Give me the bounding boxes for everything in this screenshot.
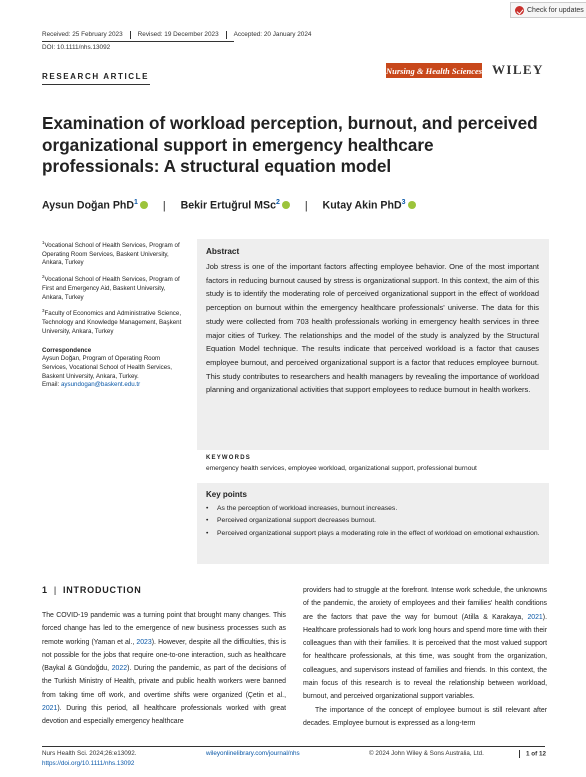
citation-link[interactable]: 2021 bbox=[42, 705, 58, 713]
author-list bbox=[42, 199, 416, 212]
key-point-item: • As the perception of workload increases, burnout increases. bbox=[206, 503, 541, 515]
affiliation bbox=[42, 239, 182, 268]
section-number: 1 bbox=[42, 585, 48, 595]
check-for-updates-label: Check for updates bbox=[527, 6, 584, 14]
author-name[interactable]: Bekir Ertuğrul MSc bbox=[180, 199, 276, 212]
affiliation bbox=[42, 273, 182, 302]
footer-rule bbox=[42, 746, 545, 747]
article-type: RESEARCH ARTICLE bbox=[42, 72, 150, 81]
affiliation-text: Faculty of Economics and Administrative Science, Technology and Knowledge Management, Başkent University, Ankara, Turkey bbox=[42, 310, 182, 335]
footer-page-number bbox=[513, 750, 546, 758]
author-separator: | bbox=[304, 199, 308, 212]
correspondence-heading: Correspondence bbox=[42, 346, 92, 354]
text-run: ). During the pandemic, as part of the decisions of the Turkish Ministry of Health, private and public health workers were banned from taking time off work, and overtime shifts were organized (Çetin et al., bbox=[42, 665, 286, 699]
check-badge-icon bbox=[515, 6, 524, 15]
affiliation-number: 1 bbox=[42, 240, 45, 245]
text-run: ). However, despite all the difficulties, this is not possible for the jobs that require one-to-one interaction, such as healthcare (Baykal & Gündoğdu, bbox=[42, 638, 286, 673]
key-points-list bbox=[206, 503, 541, 540]
article-type-underline bbox=[42, 84, 150, 85]
affiliation-text: Vocational School of Health Services, Program of First and Emergency Aid, Baskent University, Ankara, Turkey bbox=[42, 276, 180, 301]
author-name[interactable]: Aysun Doğan PhD bbox=[42, 199, 135, 212]
accepted-date: Accepted: 20 January 2024 bbox=[233, 31, 312, 38]
section-separator: | bbox=[53, 585, 57, 595]
orcid-icon[interactable] bbox=[140, 201, 148, 209]
article-title: Examination of workload perception, burnout, and perceived organizational support in emergency healthcare professionals: A structural equation model bbox=[42, 113, 538, 176]
received-date: Received: 25 February 2023 bbox=[42, 31, 123, 38]
section-heading-introduction bbox=[42, 585, 142, 595]
citation-link[interactable]: 2022 bbox=[111, 665, 128, 673]
correspondence-address bbox=[42, 355, 182, 390]
text-run: ). During this period, all healthcare professionals worked with great devotion and especially emergency healthcare bbox=[42, 705, 286, 726]
author-separator: | bbox=[162, 199, 166, 212]
orcid-icon[interactable] bbox=[282, 201, 290, 209]
keywords-heading: KEYWORDS bbox=[206, 455, 251, 461]
keywords-text: emergency health services, employee workload, organizational support, professional burnout bbox=[206, 465, 477, 472]
orcid-icon[interactable] bbox=[408, 201, 416, 209]
body-column-left bbox=[42, 609, 286, 729]
paragraph bbox=[303, 584, 547, 704]
footer-citation: Nurs Health Sci. 2024;26:e13092. bbox=[42, 750, 137, 757]
affiliation-number: 3 bbox=[42, 308, 45, 314]
check-for-updates-button[interactable] bbox=[510, 2, 586, 18]
text-run: The COVID-19 pandemic was a turning point that brought many changes. This forced change has led to the emergence of new business processes such as remote working (Yaman et al., bbox=[42, 612, 286, 646]
affiliation bbox=[42, 307, 182, 336]
publisher-logo[interactable]: WILEY bbox=[492, 62, 544, 77]
correspondence-email-link[interactable]: aysundogan@baskent.edu.tr bbox=[60, 381, 141, 389]
author-affiliation-ref[interactable]: 1 bbox=[134, 199, 138, 206]
email-label: Email: bbox=[42, 381, 60, 389]
page-label: 1 of 12 bbox=[526, 750, 546, 758]
page-divider bbox=[519, 750, 520, 758]
revised-date: Revised: 19 December 2023 bbox=[137, 31, 219, 38]
journal-logo-text: Nursing & Health Sciences bbox=[386, 65, 482, 76]
date-divider bbox=[226, 31, 227, 39]
affiliations-panel bbox=[42, 239, 182, 395]
footer-journal-url[interactable] bbox=[206, 750, 300, 757]
text-run: ). Healthcare professionals had to work long hours and spend more time with their colleagues than with their families. It is perceived that the most valued support for healthcare professionals, at this time, was sought from the organization, colleagues, and supervisors instead of families and friends. In this context, the main focus of this research is to reveal the relationship between workload, burnout, and perceived organizational support variables. bbox=[303, 613, 547, 701]
paragraph bbox=[42, 609, 286, 729]
abstract-heading: Abstract bbox=[206, 247, 240, 256]
citation-link[interactable]: 2023 bbox=[136, 638, 152, 646]
author-name[interactable]: Kutay Akin PhD bbox=[322, 199, 402, 212]
body-column-right bbox=[303, 584, 547, 730]
section-title: INTRODUCTION bbox=[62, 585, 142, 595]
article-doi: DOI: 10.1111/nhs.13092 bbox=[42, 44, 111, 51]
key-points-heading: Key points bbox=[206, 490, 247, 499]
date-underline bbox=[42, 41, 234, 42]
citation-link[interactable]: 2021 bbox=[527, 613, 543, 621]
affiliation-text: Vocational School of Health Services, Program of Operating Room Services, Baskent University, Ankara, Turkey bbox=[42, 242, 180, 267]
author-affiliation-ref[interactable]: 2 bbox=[275, 199, 280, 206]
paragraph: The importance of the concept of employee burnout is still relevant after decades. Employee burnout is expressed as a long-term bbox=[303, 706, 547, 727]
correspondence-text: Aysun Doğan, Program of Operating Room Services, Vocational School of Health Services, Baskent University, Ankara, Turkey. bbox=[42, 355, 173, 380]
footer-copyright: © 2024 John Wiley & Sons Australia, Ltd. bbox=[369, 750, 484, 757]
date-divider bbox=[130, 31, 131, 39]
doi-link[interactable]: https://doi.org/10.1111/nhs.13092 bbox=[42, 760, 135, 767]
footer-doi-link[interactable] bbox=[42, 760, 134, 767]
text-run: providers had to struggle at the forefront. Intense work schedule, the unknowns of the pandemic, the anxiety of employees and their families' health conditions are the factors that pave the way for burnout (Atilla & Karakaya, bbox=[303, 587, 547, 621]
key-point-item: • Perceived organizational support plays a moderating role in the effect of workload on emotional exhaustion. bbox=[206, 528, 541, 540]
journal-url-link[interactable]: wileyonlinelibrary.com/journal/nhs bbox=[206, 750, 300, 757]
affiliation-number: 2 bbox=[42, 274, 45, 280]
article-dates bbox=[42, 31, 311, 39]
author-affiliation-ref[interactable]: 3 bbox=[401, 199, 406, 206]
abstract-text: Job stress is one of the important factors affecting employee behavior. One of the most important factors in reducing burnout caused by stress is organizational support. In this context, the aim of this study is to identify the moderating role of perceived organizational support in the effect of workload perception on burnout within the emergency healthcare professionals' universe. The data for this study were collected from 703 health professionals working in emergency health services in three major cities of Turkey. The relationships and the model of the study is analyzed by the Structural Equation Model technique. The results indicate that perceived workload is a factor that causes employee burnout, and perceived organizational support is a factor that reduces employee burnout. This study contributes to researchers and health managers by revealing the importance of workload planning and organizational activities that support employees to reduce burnout in health workers. bbox=[206, 262, 539, 395]
key-point-item: • Perceived organizational support decreases burnout. bbox=[206, 515, 541, 527]
journal-logo[interactable] bbox=[386, 63, 482, 78]
